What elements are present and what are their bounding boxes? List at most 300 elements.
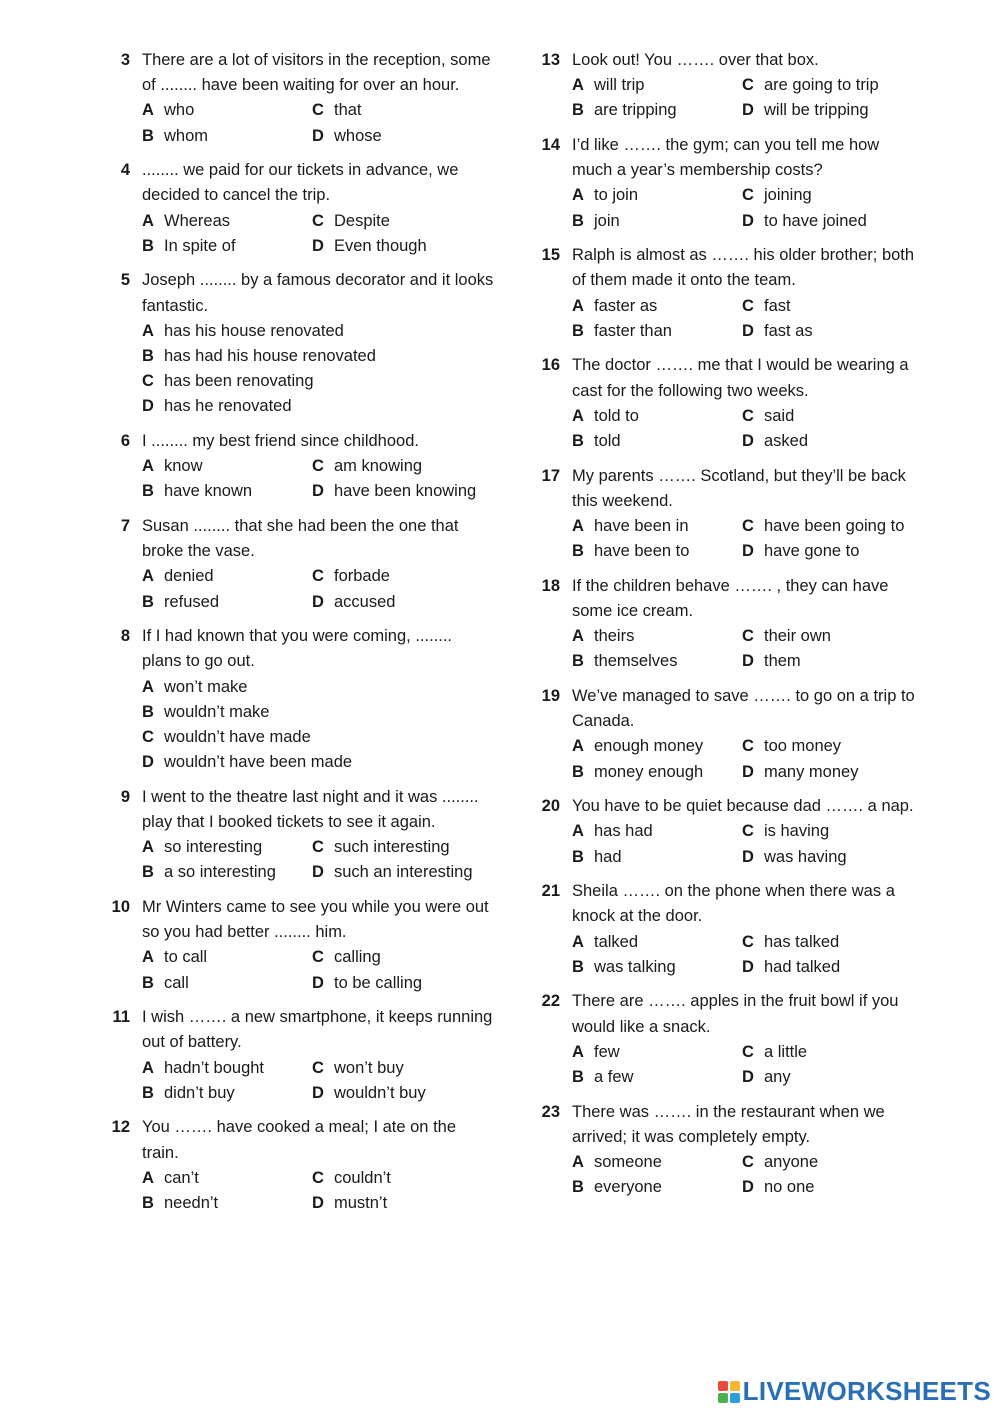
answer-options [572, 514, 924, 564]
answer-option-c[interactable] [742, 819, 924, 844]
answer-option-c[interactable] [742, 294, 924, 319]
option-letter: D [742, 957, 754, 976]
option-letter: C [742, 406, 754, 425]
option-letter: D [312, 482, 324, 501]
option-text: to join [594, 186, 639, 205]
question-text: Sheila ……. on the phone when there was a knock at the door. [572, 882, 895, 926]
option-text: whom [164, 126, 209, 145]
question-number: 13 [541, 51, 560, 69]
answer-option-a[interactable] [572, 1150, 742, 1175]
question-number: 5 [120, 271, 130, 290]
option-text: is having [764, 822, 830, 841]
option-text: told [594, 432, 621, 451]
answer-option-c[interactable] [312, 945, 494, 970]
option-letter: B [142, 482, 154, 501]
answer-option-b[interactable] [572, 1065, 742, 1090]
answer-option-d[interactable] [742, 98, 924, 123]
option-text: didn’t buy [164, 1083, 235, 1102]
option-letter: B [572, 847, 584, 866]
answer-options [572, 1040, 924, 1090]
option-letter: C [742, 296, 754, 315]
option-letter: A [572, 1042, 584, 1061]
question-22 [534, 989, 924, 1090]
option-letter: D [312, 592, 324, 611]
answer-option-c[interactable] [312, 1166, 494, 1191]
answer-option-a[interactable] [572, 73, 742, 98]
answer-option-c[interactable] [312, 1056, 494, 1081]
question-text: Look out! You ……. over that box. [572, 51, 819, 69]
answer-option-a[interactable] [142, 945, 312, 970]
option-letter: A [572, 186, 584, 205]
answer-option-b[interactable] [572, 845, 742, 870]
answer-option-d[interactable] [312, 124, 494, 149]
answer-options [572, 404, 924, 454]
answer-options [572, 294, 924, 344]
answer-option-d[interactable] [312, 860, 494, 885]
answer-option-b[interactable] [142, 344, 494, 369]
option-letter: D [312, 236, 324, 255]
liveworksheets-logo-icon [718, 1381, 740, 1403]
option-text: their own [764, 627, 831, 646]
option-text: won’t buy [334, 1058, 404, 1077]
answer-options [572, 930, 924, 980]
answer-option-d[interactable] [742, 1065, 924, 1090]
option-letter: B [142, 592, 154, 611]
answer-option-c[interactable] [742, 930, 924, 955]
answer-option-b[interactable] [142, 234, 312, 259]
option-letter: B [142, 347, 154, 366]
question-16 [534, 353, 924, 454]
answer-option-a[interactable] [572, 819, 742, 844]
answer-option-a[interactable] [572, 183, 742, 208]
option-letter: C [742, 737, 754, 756]
option-letter: B [572, 652, 584, 671]
answer-option-c[interactable] [742, 734, 924, 759]
question-8 [104, 624, 494, 775]
option-text: a so interesting [164, 863, 276, 882]
option-letter: A [142, 948, 154, 967]
question-number: 8 [120, 627, 130, 646]
answer-option-b[interactable] [142, 590, 312, 615]
question-number: 9 [120, 787, 130, 806]
answer-option-d[interactable] [312, 479, 494, 504]
option-text: have gone to [764, 542, 860, 561]
option-letter: D [742, 432, 754, 451]
option-letter: D [312, 126, 324, 145]
answer-option-a[interactable] [142, 835, 312, 860]
answer-option-a[interactable] [572, 514, 742, 539]
question-21 [534, 879, 924, 980]
question-19 [534, 684, 924, 785]
answer-option-d[interactable] [742, 209, 924, 234]
option-text: Whereas [164, 211, 231, 230]
answer-option-d[interactable] [312, 590, 494, 615]
option-letter: C [312, 1168, 324, 1187]
answer-options [572, 734, 924, 784]
answer-option-a[interactable] [142, 1166, 312, 1191]
answer-options [142, 319, 494, 420]
option-text: few [594, 1042, 620, 1061]
option-text: no one [764, 1178, 815, 1197]
option-text: such an interesting [334, 863, 473, 882]
question-number: 7 [120, 517, 130, 536]
option-letter: D [142, 753, 154, 772]
question-20 [534, 794, 924, 870]
answer-option-d[interactable] [742, 955, 924, 980]
question-17 [534, 464, 924, 565]
answer-option-c[interactable] [742, 183, 924, 208]
question-18 [534, 574, 924, 675]
answer-option-a[interactable] [572, 624, 742, 649]
answer-options [142, 454, 494, 504]
question-text: I’d like ……. the gym; can you tell me how much a year’s membership costs? [572, 136, 880, 180]
option-letter: A [142, 457, 154, 476]
option-letter: C [142, 728, 154, 747]
answer-option-b[interactable] [572, 955, 742, 980]
answer-option-a[interactable] [142, 675, 494, 700]
option-text: accused [334, 592, 396, 611]
answer-option-b[interactable] [572, 209, 742, 234]
option-text: has he renovated [164, 397, 292, 416]
question-12 [104, 1115, 494, 1216]
answer-option-d[interactable] [312, 234, 494, 259]
option-text: who [164, 101, 195, 120]
option-letter: B [142, 1194, 154, 1213]
question-number: 6 [120, 432, 130, 451]
option-letter: D [312, 863, 324, 882]
option-letter: A [572, 1153, 584, 1172]
question-text: You ……. have cooked a meal; I ate on the train. [142, 1118, 457, 1162]
option-letter: A [142, 321, 154, 340]
option-letter: A [142, 677, 154, 696]
answer-options [572, 819, 924, 869]
answer-option-a[interactable] [142, 319, 494, 344]
question-number: 10 [111, 898, 130, 917]
option-text: mustn’t [334, 1194, 388, 1213]
answer-option-a[interactable] [142, 98, 312, 123]
left-column [104, 48, 494, 1226]
answer-option-a[interactable] [572, 930, 742, 955]
answer-option-c[interactable] [742, 73, 924, 98]
option-text: hadn’t bought [164, 1058, 265, 1077]
option-letter: C [312, 101, 324, 120]
answer-options [572, 624, 924, 674]
option-text: denied [164, 567, 214, 586]
option-letter: B [142, 126, 154, 145]
option-letter: C [312, 838, 324, 857]
option-text: many money [764, 762, 859, 781]
option-letter: A [572, 406, 584, 425]
answer-option-c[interactable] [742, 1040, 924, 1065]
option-text: anyone [764, 1153, 819, 1172]
option-letter: D [742, 1178, 754, 1197]
answer-option-a[interactable] [142, 564, 312, 589]
option-text: told to [594, 406, 639, 425]
answer-option-d[interactable] [742, 429, 924, 454]
option-letter: C [742, 186, 754, 205]
option-text: that [334, 101, 362, 120]
option-text: a little [764, 1042, 808, 1061]
option-letter: B [572, 1068, 584, 1087]
option-letter: A [142, 567, 154, 586]
answer-option-b[interactable] [572, 539, 742, 564]
option-letter: A [142, 838, 154, 857]
option-letter: B [572, 957, 584, 976]
option-text: In spite of [164, 236, 236, 255]
answer-options [572, 73, 924, 123]
option-text: wouldn’t make [164, 702, 270, 721]
answer-options [142, 835, 494, 885]
answer-options [142, 98, 494, 148]
question-11 [104, 1005, 494, 1106]
question-13 [534, 48, 924, 124]
answer-option-d[interactable] [742, 1175, 924, 1200]
option-text: talked [594, 932, 639, 951]
answer-option-c[interactable] [742, 404, 924, 429]
brand-name: LIVEWORKSHEETS [742, 1376, 991, 1406]
answer-option-a[interactable] [142, 454, 312, 479]
answer-option-a[interactable] [572, 294, 742, 319]
option-text: won’t make [164, 677, 248, 696]
answer-option-b[interactable] [142, 860, 312, 885]
option-letter: C [742, 76, 754, 95]
option-letter: B [572, 321, 584, 340]
answer-option-a[interactable] [142, 209, 312, 234]
option-text: said [764, 406, 795, 425]
option-letter: C [742, 932, 754, 951]
option-letter: D [742, 211, 754, 230]
question-text: There was ……. in the restaurant when we arrived; it was completely empty. [572, 1102, 885, 1146]
answer-option-c[interactable] [742, 1150, 924, 1175]
option-text: refused [164, 592, 220, 611]
answer-options [142, 945, 494, 995]
question-number: 18 [541, 576, 560, 595]
option-text: are tripping [594, 101, 677, 120]
option-text: have been knowing [334, 482, 477, 501]
option-letter: D [312, 973, 324, 992]
option-text: to call [164, 948, 208, 967]
option-letter: D [742, 847, 754, 866]
answer-option-c[interactable] [312, 98, 494, 123]
answer-option-b[interactable] [142, 1191, 312, 1216]
option-letter: A [572, 737, 584, 756]
answer-option-b[interactable] [142, 479, 312, 504]
option-text: couldn’t [334, 1168, 391, 1187]
option-letter: D [742, 1068, 754, 1087]
option-text: wouldn’t have made [164, 728, 311, 747]
answer-option-b[interactable] [142, 124, 312, 149]
option-letter: A [572, 932, 584, 951]
answer-option-b[interactable] [572, 98, 742, 123]
question-7 [104, 514, 494, 615]
option-letter: A [142, 101, 154, 120]
question-number: 19 [541, 687, 560, 706]
option-letter: B [572, 762, 584, 781]
answer-option-a[interactable] [142, 1056, 312, 1081]
answer-option-b[interactable] [142, 700, 494, 725]
option-letter: B [572, 432, 584, 451]
option-text: joining [764, 186, 812, 205]
option-letter: D [142, 397, 154, 416]
answer-option-c[interactable] [312, 454, 494, 479]
question-text: Ralph is almost as ……. his older brother; both of them made it onto the team. [572, 246, 915, 290]
option-text: them [764, 652, 801, 671]
option-letter: C [312, 457, 324, 476]
answer-option-b[interactable] [572, 649, 742, 674]
brand-footer[interactable] [718, 1376, 991, 1407]
option-text: have been going to [764, 517, 905, 536]
answer-option-d[interactable] [742, 760, 924, 785]
option-text: had talked [764, 957, 841, 976]
option-text: will trip [594, 76, 645, 95]
option-letter: D [742, 101, 754, 120]
question-number: 20 [541, 797, 560, 816]
answer-options [142, 1166, 494, 1216]
option-text: wouldn’t buy [334, 1083, 426, 1102]
option-text: know [164, 457, 203, 476]
answer-option-c[interactable] [312, 835, 494, 860]
option-letter: A [572, 296, 584, 315]
question-5 [104, 268, 494, 419]
answer-option-b[interactable] [572, 1175, 742, 1200]
answer-option-d[interactable] [312, 1191, 494, 1216]
question-text: There are ……. apples in the fruit bowl if you would like a snack. [572, 992, 899, 1036]
question-number: 23 [541, 1102, 560, 1121]
option-letter: D [742, 762, 754, 781]
option-text: was having [764, 847, 847, 866]
option-text: faster than [594, 321, 672, 340]
option-letter: A [572, 627, 584, 646]
option-text: are going to trip [764, 76, 879, 95]
question-number: 11 [112, 1008, 130, 1027]
option-letter: A [142, 211, 154, 230]
question-text: Susan ........ that she had been the one that broke the vase. [142, 517, 459, 561]
option-text: Despite [334, 211, 390, 230]
question-9 [104, 785, 494, 886]
option-letter: D [312, 1083, 324, 1102]
option-text: to be calling [334, 973, 423, 992]
option-text: has his house renovated [164, 321, 344, 340]
question-23 [534, 1100, 924, 1201]
answer-option-a[interactable] [572, 1040, 742, 1065]
question-text: My parents ……. Scotland, but they’ll be back this weekend. [572, 466, 906, 510]
option-text: everyone [594, 1178, 662, 1197]
option-letter: B [142, 973, 154, 992]
option-letter: C [742, 1042, 754, 1061]
option-letter: A [142, 1058, 154, 1077]
option-text: money enough [594, 762, 704, 781]
answer-option-a[interactable] [572, 404, 742, 429]
option-text: needn’t [164, 1194, 219, 1213]
question-text: If the children behave ……. , they can have some ice cream. [572, 576, 889, 621]
option-text: fast [764, 296, 791, 315]
answer-option-d[interactable] [742, 845, 924, 870]
option-letter: C [742, 627, 754, 646]
option-text: join [594, 211, 620, 230]
option-text: Even though [334, 236, 427, 255]
option-letter: C [142, 372, 154, 391]
question-10 [104, 895, 494, 996]
question-number: 21 [541, 882, 560, 901]
question-text: Mr Winters came to see you while you were out so you had better ........ him. [142, 898, 489, 942]
answer-option-a[interactable] [572, 734, 742, 759]
option-text: has talked [764, 932, 840, 951]
answer-option-c[interactable] [312, 209, 494, 234]
question-text: You have to be quiet because dad ……. a nap. [572, 797, 914, 816]
question-text: If I had known that you were coming, ........ plans to go out. [142, 627, 452, 671]
option-letter: C [312, 567, 324, 586]
option-text: was talking [594, 957, 676, 976]
answer-option-d[interactable] [742, 539, 924, 564]
answer-option-d[interactable] [142, 394, 494, 419]
option-letter: A [142, 1168, 154, 1187]
option-letter: D [742, 321, 754, 340]
option-text: such interesting [334, 838, 450, 857]
answer-option-b[interactable] [142, 971, 312, 996]
option-letter: C [742, 1153, 754, 1172]
question-15 [534, 243, 924, 344]
question-number: 4 [120, 161, 130, 180]
question-number: 12 [111, 1118, 130, 1137]
answer-option-d[interactable] [312, 1081, 494, 1106]
right-column [534, 48, 924, 1210]
answer-option-d[interactable] [312, 971, 494, 996]
answer-option-b[interactable] [572, 319, 742, 344]
option-letter: B [142, 702, 154, 721]
option-text: have been to [594, 542, 690, 561]
question-14 [534, 133, 924, 234]
question-text: I went to the theatre last night and it was ........ play that I booked tickets to see it again. [142, 787, 479, 832]
question-text: ........ we paid for our tickets in advance, we decided to cancel the trip. [142, 161, 459, 205]
answer-options [142, 1056, 494, 1106]
answer-option-c[interactable] [312, 564, 494, 589]
answer-option-c[interactable] [142, 725, 494, 750]
option-letter: B [572, 211, 584, 230]
question-number: 15 [541, 246, 560, 265]
option-letter: B [142, 863, 154, 882]
answer-option-c[interactable] [142, 369, 494, 394]
option-text: am knowing [334, 457, 423, 476]
option-letter: C [742, 822, 754, 841]
option-text: any [764, 1068, 791, 1087]
option-text: calling [334, 948, 381, 967]
question-number: 17 [541, 466, 560, 485]
option-text: will be tripping [764, 101, 869, 120]
answer-option-d[interactable] [742, 319, 924, 344]
answer-option-c[interactable] [742, 514, 924, 539]
question-text: I ........ my best friend since childhood. [142, 432, 419, 451]
answer-option-b[interactable] [572, 760, 742, 785]
answer-option-b[interactable] [142, 1081, 312, 1106]
option-text: a few [594, 1068, 634, 1087]
option-letter: C [742, 517, 754, 536]
option-text: has had his house renovated [164, 347, 376, 366]
option-text: theirs [594, 627, 635, 646]
answer-options [572, 183, 924, 233]
option-text: fast as [764, 321, 813, 340]
answer-option-c[interactable] [742, 624, 924, 649]
answer-option-b[interactable] [572, 429, 742, 454]
option-text: has had [594, 822, 653, 841]
option-letter: B [572, 101, 584, 120]
answer-option-d[interactable] [142, 750, 494, 775]
option-letter: B [572, 1178, 584, 1197]
answer-option-d[interactable] [742, 649, 924, 674]
option-text: faster as [594, 296, 658, 315]
option-text: have been in [594, 517, 689, 536]
option-text: wouldn’t have been made [164, 753, 353, 772]
option-letter: C [312, 1058, 324, 1077]
